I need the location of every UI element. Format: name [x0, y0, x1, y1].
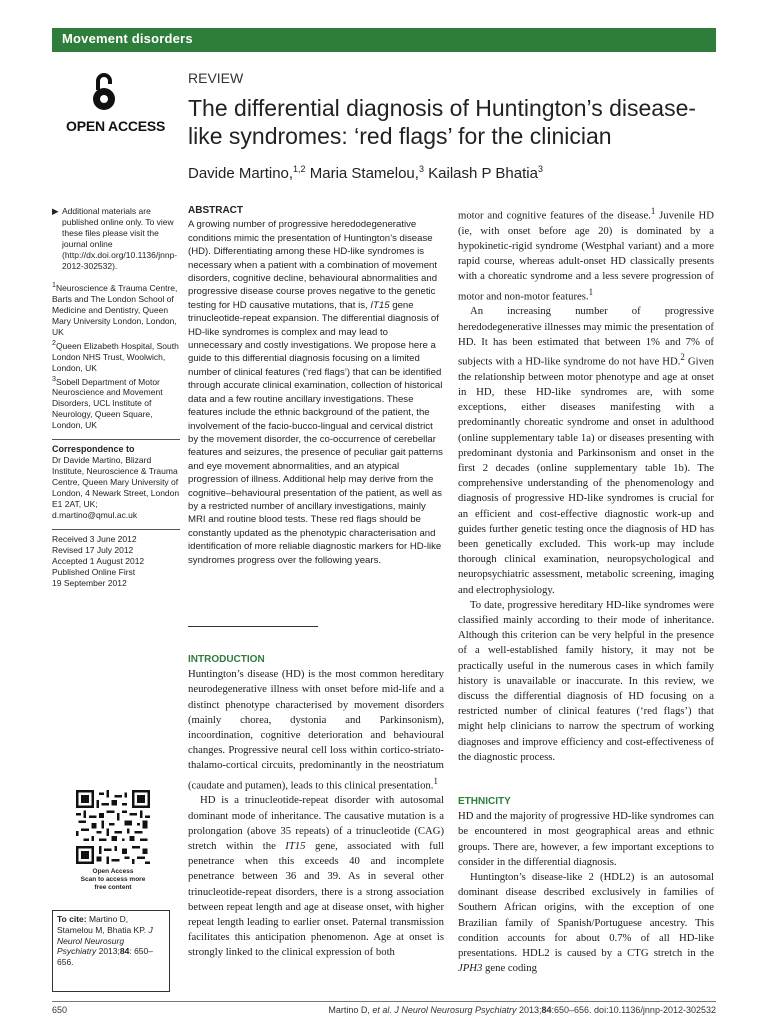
abstract-text-part: A growing number of progressive heredodegenerative conditions mimic the presentation of Huntington’s disease (HD). Differentiating among these HD-like syndromes is necessary when a patient with a combination of movement disorders, cognitive decline, behavioural abnormalities and progressive disease course proves negative to the genetic testing for HD causative mutations, that is,: [188, 219, 438, 311]
divider: [52, 439, 180, 440]
author-affiliation-ref: 3: [418, 164, 424, 174]
footer-cite-doi[interactable]: :650–656. doi:10.1136/jnnp-2012-302532: [551, 1005, 716, 1015]
date-accepted: Accepted 1 August 2012: [52, 556, 145, 567]
qr-code-icon[interactable]: [76, 790, 150, 864]
ethnicity-heading: ETHNICITY: [458, 796, 511, 807]
paragraph-text: motor and cognitive features of the disease.: [458, 209, 651, 222]
affiliation-text: Neuroscience & Trauma Centre, Barts and The London School of Medicine and Dentistry, Queen Mary University London, London, UK: [52, 282, 178, 337]
cite-volume: 84: [119, 946, 130, 957]
open-access-label: OPEN ACCESS: [66, 118, 166, 134]
author-name: Kailash P Bhatia: [423, 165, 538, 182]
abstract-heading: ABSTRACT: [188, 205, 243, 216]
reference-marker[interactable]: 2: [680, 351, 685, 362]
cite-journal: J Neurol Neurosurg Psychiatry: [57, 924, 153, 957]
footer-cite-authors: Martino D,: [328, 1005, 373, 1015]
date-revised: Revised 17 July 2012: [52, 545, 134, 556]
paragraph-text: Huntington’s disease (HD) is the most common hereditary neurodegenerative illness with onset before mid-life and a distinct phenotype characterised by movement disorders (mainly chorea, dystonia and Parkinsonism), incoordination, cognitive deterioration and behavioural changes. Progressive neural cell loss within cortico-striato-thalamo-cortical circuits, predominantly in the neostriatum (caudate and putamen), leads to this clinical presentation.: [188, 668, 444, 792]
qr-caption-line: free content: [94, 884, 132, 891]
reference-marker[interactable]: 1: [433, 775, 438, 786]
article-title: The differential diagnosis of Huntington’s disease-like syndromes: ‘red flags’ for the clinician: [188, 95, 697, 149]
introduction-section: [188, 652, 444, 961]
author-affiliation-ref: 3: [537, 164, 543, 174]
paragraph-text: gene coding: [482, 962, 537, 975]
affiliation-text: Sobell Department of Motor Neuroscience and Movement Disorders, UCL Institute of Neurology, Queen Square, London, UK: [52, 376, 163, 431]
footer-citation: [328, 1005, 716, 1015]
paragraph: [188, 793, 444, 960]
section-banner: [52, 28, 716, 52]
supplementary-note: [52, 206, 180, 272]
gene-name: JPH3: [458, 962, 483, 975]
footer-divider: [52, 1001, 716, 1002]
paragraph-text: Given the relationship between motor phenotype and age at onset in HD, these HD-like syndromes are, with some exceptions, either diseases manifesting with a predominantly choreatic syndrome and onset in adulthood (online supplementary table 1a) or diseases presenting with predominant dystonia and Parkinsonism and onset in the first 2 decades (online supplementary table 1b). The comprehensive understanding of the phenomenology and diagnosis of progressive HD-like syndromes is crucial for an efficient and cost-effective diagnostic work-up and guides further genetic testing once the diagnosis of HD has been genetically excluded. This work-up may include thorough clinical examination, neuropsychological and neuropsychiatric assessment, metabolic screening, imaging and electrophysiology.: [458, 355, 714, 596]
right-column-continuation: [458, 204, 714, 765]
ethnicity-section: [458, 794, 714, 976]
gene-name: IT15: [370, 299, 390, 311]
footer-cite-year: 2013;: [516, 1005, 542, 1015]
author-list: [188, 164, 543, 182]
abstract-text-part: gene trinucleotide-repeat expansion. The differential diagnosis of HD-like syndromes is complex and may lead to unnecessary and costly investigations. We propose here a guide to this differential diagnosis focusing on a limited number of clinical features (‘red flags’) that can be identified through accurate clinical examination, collection of historical data and a few routine ancillary investigations. These features include the ethnic background of the patient, the involvement of the facio-bucco-lingual and cervical district by the movement disorder, the co-occurrence of cerebellar features and seizures, the presence of peculiar gait patterns and eye movement abnormalities, and an atypical progression of illness. Additional help may derive from the cognitive–behavioural presentation of the patient, as well as by a restricted number of ancillary investigations, mainly MRI and routine blood tests. These red flags should be constantly updated as the phenotypic characterisation and identification of more reliable diagnostic markers for HD-like syndromes progress over the following years.: [188, 299, 443, 566]
author-affiliation-ref: 1,2: [293, 164, 306, 174]
correspondence-heading: Correspondence to: [52, 444, 135, 455]
paragraph-text: Huntington’s disease-like 2 (HDL2) is an autosomal dominant disease described exclusively in families of Southern African origins, with the exception of one Brazilian family of Spanish/Portuguese ancestry. This condition accounts for about 0.7% of all HD-like presentations. HDL2 is caused by a CTG stretch in the: [458, 871, 714, 960]
divider: [52, 529, 180, 530]
cite-year: 2013;: [98, 946, 120, 957]
page-number: 650: [52, 1005, 68, 1015]
author-name: Maria Stamelou,: [305, 165, 419, 182]
affiliation: [52, 280, 180, 338]
section-label: Movement disorders: [62, 31, 193, 46]
qr-caption: [60, 868, 166, 892]
gene-name: IT15: [285, 840, 306, 852]
article-sidebar: [52, 206, 180, 589]
qr-caption-line: Scan to access more: [80, 876, 146, 883]
open-access-lock-icon: [92, 72, 116, 112]
paragraph: [458, 204, 714, 304]
citation-box: [52, 910, 170, 992]
article-type: REVIEW: [188, 70, 244, 86]
cite-label: To cite:: [57, 914, 87, 924]
date-received: Received 3 June 2012: [52, 534, 137, 545]
cite-authors: Martino D, Stamelou M, Bhatia KP.: [57, 914, 147, 935]
affiliation-text: Queen Elizabeth Hospital, South London NHS Trust, Woolwich, London, UK: [52, 340, 179, 373]
abstract-text: [188, 218, 444, 567]
paragraph: [458, 304, 714, 597]
paragraph-text: Juvenile HD (ie, with onset before age 20) is dominated by a hypokinetic-rigid syndrome (Westphal variant) and a more rapid course, whereas adult-onset HD classically presents with a choreatic syndrome and a less severe progression of motor and non-motor features.: [458, 209, 714, 303]
footer-cite-journal: et al. J Neurol Neurosurg Psychiatry: [372, 1005, 517, 1015]
author-name: Davide Martino,: [188, 165, 294, 182]
correspondence-text[interactable]: Dr Davide Martino, Blizard Institute, Neuroscience & Trauma Centre, Queen Mary University of London, 4 Newark Street, London E1 2AT, UK; d.martino@qmul.ac.uk: [52, 455, 180, 521]
abstract-divider: [188, 626, 318, 627]
reference-marker[interactable]: 1: [650, 206, 656, 216]
paragraph: [188, 667, 444, 793]
affiliation-number: 2: [52, 338, 56, 347]
paragraph: To date, progressive hereditary HD-like syndromes were classified mainly according to their mode of inheritance. Although this criterion can be very helpful in the presence of a well-established family history, it may not be practically useful in the numerous cases in which family history is unavailable or inaccurate. In this review, we discuss the differential diagnosis of HD focusing on a restricted number of clinical features (‘red flags’) that might help clinicians to narrow the spectrum of working diagnoses and improve efficiency and cost-effectiveness of the diagnostic process.: [458, 598, 714, 763]
affiliation-number: 3: [52, 374, 56, 383]
paragraph-text: An increasing number of progressive heredodegenerative illnesses may mimic the presentation of HD. It has been estimated that between 1% and 7% of subjects with a HD-like syndrome do not have HD.: [458, 305, 714, 368]
paragraph-text: gene, associated with full penetrance when this exceeds 40 and incomplete penetrance between 36 and 39. As in several other trinucleotide-repeat disorders, there is a strong association between repeat length and age at disease onset, with higher repeat length leading to earlier onset. Paternal transmission facilitates this anticipation phenomenon. Age at onset is strongly linked to the clinical expression of both: [188, 840, 445, 959]
supplementary-text[interactable]: Additional materials are published online only. To view these files please visit the journal online (http://dx.doi.org/10.1136/jnnp-2012-302532).: [62, 206, 178, 271]
footer-cite-volume: 84: [541, 1005, 552, 1015]
abstract-section: [188, 204, 444, 567]
affiliation: [52, 374, 180, 432]
qr-caption-line: Open Access: [92, 868, 134, 875]
arrow-right-icon: ▶: [52, 206, 59, 216]
affiliation: [52, 338, 180, 374]
date-published-label: Published Online First: [52, 567, 136, 578]
paragraph-text: HD is a trinucleotide-repeat disorder with autosomal dominant mode of inheritance. The causative mutation is a prolongation (above 35 repeats) of a trinucleotide (CAG) stretch within the: [188, 794, 444, 852]
paragraph: [458, 870, 714, 976]
cite-pages: : 650–656.: [57, 946, 153, 968]
paragraph: HD and the majority of progressive HD-like syndromes can be encountered in most geographical areas and ethnic groups. There are, however, a few important exceptions to consider in the differential diagnosis.: [458, 810, 714, 868]
date-published: 19 September 2012: [52, 578, 127, 589]
reference-marker[interactable]: 1: [588, 286, 594, 297]
introduction-heading: INTRODUCTION: [188, 654, 265, 665]
affiliation-number: 1: [52, 281, 56, 289]
